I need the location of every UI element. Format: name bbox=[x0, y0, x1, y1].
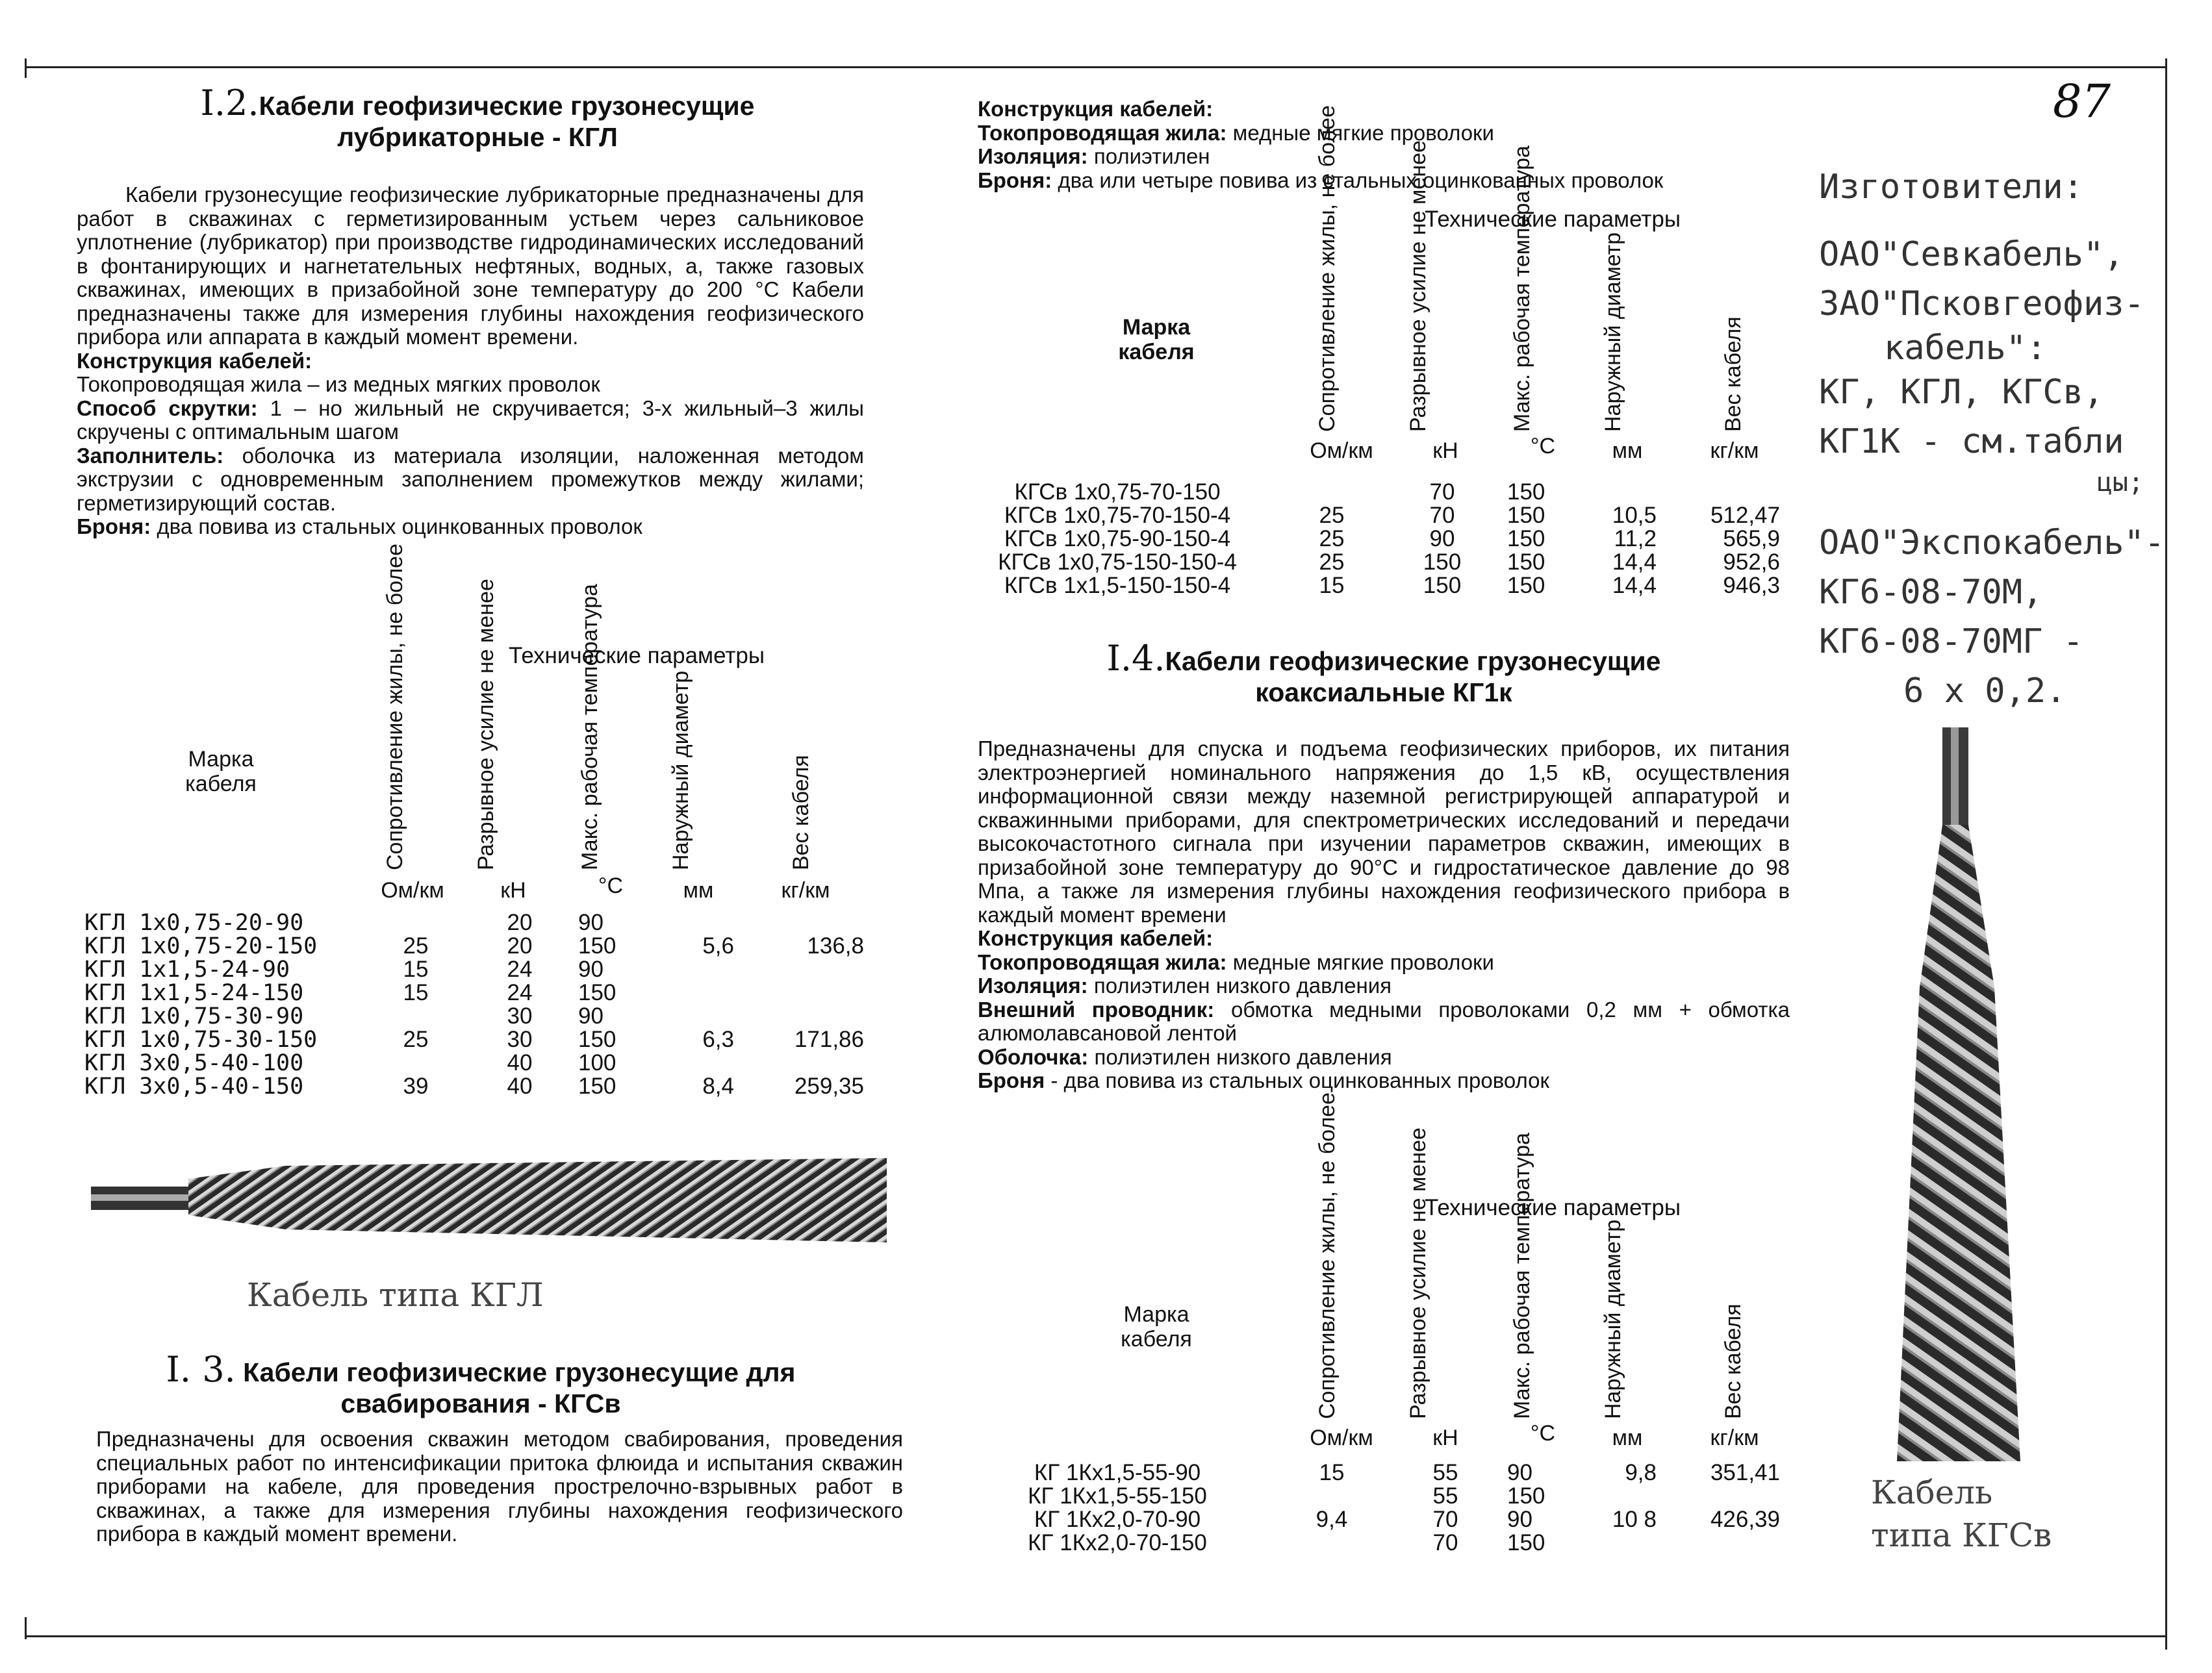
table-cell: 70 bbox=[1432, 1530, 1458, 1555]
table-cell: 136,8 bbox=[807, 933, 864, 959]
table-cell: 150 bbox=[1507, 1530, 1545, 1555]
table-row bbox=[84, 1028, 864, 1051]
table-cell: 100 bbox=[578, 1050, 617, 1076]
table-cell: 150 bbox=[1423, 573, 1462, 598]
table-cell: 150 bbox=[578, 1027, 617, 1052]
table-header-breaking-force: Разрывное усилие не менее bbox=[474, 579, 498, 870]
table-cell-marka: КГЛ 1х0,75-30-90 bbox=[84, 1003, 304, 1029]
twist-label: Способ скрутки: bbox=[77, 396, 258, 420]
unit-diameter: мм bbox=[683, 878, 714, 903]
frame-line-left-bottom bbox=[25, 1617, 27, 1639]
table-cell: 15 bbox=[1319, 1460, 1345, 1485]
conductor-text: медные мягкие проволоки bbox=[1227, 120, 1494, 145]
section-1-3-body bbox=[96, 1428, 903, 1546]
table-cell-marka: КГ 1Кх1,5-55-150 bbox=[1028, 1483, 1207, 1509]
table-cell-marka: КГСв 1х1,5-150-150-4 bbox=[1004, 573, 1231, 598]
manufacturers-note bbox=[1819, 162, 2165, 716]
table-cell: 90 bbox=[1507, 1460, 1532, 1485]
table-cell: 70 bbox=[1432, 1507, 1458, 1532]
sheath-text: полиэтилен низкого давления bbox=[1088, 1044, 1392, 1069]
table-row bbox=[84, 935, 864, 958]
table-header-outer-diameter: Наружный диаметр bbox=[1601, 232, 1625, 432]
table-header-breaking-force: Разрывное усилие не менее bbox=[1406, 1127, 1430, 1419]
table-row bbox=[84, 1075, 864, 1098]
outer-conductor-text: обмотка медными проволоками 0,2 мм + обмотка алюмолавсановой лентой bbox=[978, 997, 1790, 1045]
table-row bbox=[981, 1531, 1793, 1555]
unit-resistance: Ом/км bbox=[1310, 1426, 1373, 1450]
table-cell: 171,86 bbox=[794, 1027, 864, 1052]
table-cell: 150 bbox=[1507, 549, 1545, 575]
unit-force: кН bbox=[1432, 438, 1458, 463]
table-header-weight: Вес кабеля bbox=[1721, 1303, 1746, 1419]
table-cell: 351,41 bbox=[1710, 1460, 1780, 1485]
table-cell: 11,2 bbox=[1614, 526, 1657, 551]
table-cell-marka: КГЛ 3х0,5-40-150 bbox=[84, 1074, 304, 1100]
unit-resistance: Ом/км bbox=[381, 878, 444, 903]
table-cell: 30 bbox=[507, 1027, 533, 1052]
kgl-photo-caption: Кабель типа КГЛ bbox=[247, 1276, 544, 1314]
section-title-line1: Кабели геофизические грузонесущие для bbox=[243, 1357, 796, 1387]
table-row bbox=[84, 911, 864, 935]
section-1-2-body bbox=[77, 183, 864, 539]
section-1-4-body bbox=[978, 737, 1790, 1093]
kgsv-table-body bbox=[981, 481, 1793, 598]
note-line: ОАО"Севкабель", bbox=[1819, 235, 2124, 274]
twist-text: 1 – но жильный не скручивается; 3-х жильный–3 жилы скручены с оптимальным шагом bbox=[77, 396, 864, 444]
table-cell: 14,4 bbox=[1612, 549, 1657, 575]
note-line: кабель": bbox=[1884, 329, 2047, 368]
table-cell-marka: КГ 1Кх2,0-70-150 bbox=[1028, 1530, 1207, 1555]
armor-text: - два повива из стальных оцинкованных проволок bbox=[1045, 1068, 1549, 1092]
unit-temperature: °С bbox=[1530, 434, 1556, 459]
table-cell: 15 bbox=[1319, 573, 1345, 598]
table-header-breaking-force: Разрывное усилие не менее bbox=[1406, 140, 1430, 432]
section-title-line2: коаксиальные КГ1к bbox=[1255, 677, 1512, 707]
armor-label: Броня: bbox=[77, 514, 151, 538]
kgsv-cable-photo bbox=[1884, 727, 2033, 1461]
armor-text: два повива из стальных оцинкованных проволок bbox=[151, 514, 642, 538]
table-cell-marka: КГСв 1х0,75-150-150-4 bbox=[998, 549, 1237, 575]
section-title-line1: Кабели геофизические грузонесущие bbox=[259, 91, 755, 121]
table-cell-marka: КГ 1Кх1,5-55-90 bbox=[1034, 1460, 1201, 1485]
table-cell: 10 8 bbox=[1612, 1507, 1657, 1532]
table-header-outer-diameter: Наружный диаметр bbox=[1601, 1219, 1625, 1419]
table-caption: Технические параметры bbox=[1424, 207, 1681, 232]
table-cell: 14,4 bbox=[1612, 573, 1657, 598]
section-1-2-header bbox=[71, 82, 884, 153]
kgl-cable-photo bbox=[91, 1153, 887, 1250]
note-line: цы; bbox=[2096, 468, 2144, 497]
table-cell: 40 bbox=[507, 1074, 533, 1099]
table-header-weight: Вес кабеля bbox=[1721, 316, 1746, 432]
table-row bbox=[981, 527, 1793, 551]
table-cell: 24 bbox=[507, 957, 533, 982]
insulation-label: Изоляция: bbox=[978, 974, 1088, 998]
unit-resistance: Ом/км bbox=[1310, 438, 1373, 463]
table-cell: 25 bbox=[1319, 549, 1345, 575]
table-cell: 70 bbox=[1429, 479, 1455, 505]
kgl-table-body bbox=[84, 911, 864, 1098]
table-cell-marka: КГСв 1х0,75-70-150-4 bbox=[1004, 503, 1231, 528]
table-header-resistance: Сопротивление жилы, не более bbox=[1315, 1092, 1340, 1419]
unit-force: кН bbox=[500, 878, 526, 903]
table-cell: 90 bbox=[1507, 1507, 1532, 1532]
table-row bbox=[981, 1508, 1793, 1531]
table-cell: 150 bbox=[578, 980, 617, 1005]
table-row bbox=[84, 981, 864, 1005]
unit-weight: кг/км bbox=[781, 878, 830, 903]
table-header-marka: Марка кабеля bbox=[185, 747, 257, 796]
unit-weight: кг/км bbox=[1710, 1426, 1759, 1450]
construction-label: Конструкция кабелей: bbox=[77, 348, 312, 373]
frame-line-right bbox=[2165, 58, 2167, 1650]
section-1-4-header bbox=[994, 638, 1773, 708]
table-header-max-temperature: Макс. рабочая температура bbox=[1510, 1133, 1534, 1419]
unit-weight: кг/км bbox=[1710, 438, 1759, 463]
conductor-label: Токопроводящая жила: bbox=[978, 950, 1227, 974]
section-title-line1: Кабели геофизические грузонесущие bbox=[1165, 646, 1661, 676]
table-cell: 150 bbox=[1507, 573, 1545, 598]
table-row bbox=[981, 1485, 1793, 1508]
table-header-weight: Вес кабеля bbox=[789, 755, 813, 870]
table-caption: Технические параметры bbox=[508, 643, 765, 668]
armor-label: Броня bbox=[978, 1068, 1045, 1092]
unit-diameter: мм bbox=[1612, 1426, 1643, 1450]
table-cell: 20 bbox=[507, 910, 533, 935]
table-cell-marka: КГЛ 1х1,5-24-150 bbox=[84, 980, 304, 1006]
intro-paragraph: Кабели грузонесущие геофизические лубрикаторные предназначены для работ в скважинах с герметизированным устьем через сальниковое уплотнение (лубрикатор) при производстве гидродинамических исследований в фонтанирующих и нагнетательных нефтяных, водных, а, также газовых скважинах, имеющих в призабойной зоне температуру до 200 °С Кабели предназначены также для измерения глубины нахождения геофизического прибора или аппарата в каждый момент времени. bbox=[77, 182, 864, 349]
note-line: Изготовители: bbox=[1819, 168, 2083, 207]
note-line: КГ6-08-70МГ - bbox=[1819, 622, 2083, 661]
table-cell: 90 bbox=[578, 957, 604, 982]
conductor-label: Токопроводящая жила: bbox=[978, 120, 1227, 145]
table-cell-marka: КГЛ 1х0,75-30-150 bbox=[84, 1027, 318, 1053]
table-header-marka: Марка кабеля bbox=[1118, 315, 1195, 364]
table-cell: 70 bbox=[1429, 503, 1455, 528]
kgsv-photo-caption bbox=[1871, 1471, 2052, 1557]
table-cell: 259,35 bbox=[794, 1074, 864, 1099]
table-cell: 90 bbox=[578, 1003, 604, 1029]
table-cell: 55 bbox=[1432, 1460, 1458, 1485]
table-cell: 426,39 bbox=[1710, 1507, 1780, 1532]
conductor-line: Токопроводящая жила – из медных мягких проволок bbox=[77, 372, 600, 396]
outer-conductor-label: Внешний проводник: bbox=[978, 997, 1215, 1022]
note-line: КГ6-08-70М, bbox=[1819, 573, 2043, 612]
kgsv-paragraph: Предназначены для освоения скважин методом свабирования, проведения специальных работ по интенсификации притока флюида и испытания скважин приборами на кабеле, для проведения прострелочно-взрывных работ в скважинах, а также для измерения глубины нахождения геофизического прибора в каждый момент времени. bbox=[96, 1427, 903, 1546]
table-cell: 150 bbox=[1507, 1483, 1545, 1509]
table-cell: 24 bbox=[507, 980, 533, 1005]
table-cell: 5,6 bbox=[702, 933, 734, 959]
kg1k-table-body bbox=[981, 1461, 1793, 1555]
section-number: I.2. bbox=[200, 82, 259, 123]
table-cell-marka: КГЛ 1х0,75-20-90 bbox=[84, 910, 304, 936]
section-number: I.4. bbox=[1106, 638, 1165, 679]
note-line: 6 х 0,2. bbox=[1903, 672, 2066, 711]
frame-line-left bbox=[25, 58, 27, 78]
table-row bbox=[981, 551, 1793, 574]
table-cell: 9,4 bbox=[1316, 1507, 1348, 1532]
armor-label: Броня: bbox=[978, 168, 1052, 192]
table-cell: 40 bbox=[507, 1050, 533, 1076]
table-cell: 946,3 bbox=[1723, 573, 1780, 598]
page-number: 87 bbox=[2053, 75, 2111, 128]
table-cell: 150 bbox=[1507, 479, 1545, 505]
note-line: КГ1К - см.табли bbox=[1819, 422, 2124, 461]
table-cell: 25 bbox=[403, 933, 429, 959]
note-line: КГ, КГЛ, КГСв, bbox=[1819, 373, 2104, 412]
table-cell: 20 bbox=[507, 933, 533, 959]
table-cell: 90 bbox=[1429, 526, 1455, 551]
table-cell: 25 bbox=[1319, 526, 1345, 551]
table-header-outer-diameter: Наружный диаметр bbox=[668, 670, 693, 870]
sheath-label: Оболочка: bbox=[978, 1044, 1089, 1069]
table-row bbox=[981, 481, 1793, 504]
section-title-line2: лубрикаторные - КГЛ bbox=[337, 122, 618, 152]
table-cell-marka: КГЛ 1х0,75-20-150 bbox=[84, 933, 318, 959]
frame-line-top bbox=[26, 66, 2167, 68]
table-row bbox=[84, 1051, 864, 1075]
frame-line-bottom bbox=[26, 1635, 2167, 1637]
filler-text: оболочка из материала изоляции, наложенная методом экструзии с одновременным заполнением промежутков между жилами; герметизирующий состав. bbox=[77, 443, 864, 515]
unit-diameter: мм bbox=[1612, 438, 1643, 463]
construction-label: Конструкция кабелей: bbox=[978, 926, 1214, 950]
armor-text: два или четыре повива из стальных оцинкованных проволок bbox=[1052, 168, 1664, 192]
table-header-resistance: Сопротивление жилы, не более bbox=[1315, 105, 1340, 432]
table-cell: 150 bbox=[578, 1074, 617, 1099]
table-row bbox=[981, 504, 1793, 527]
table-cell: 30 bbox=[507, 1003, 533, 1029]
table-header-max-temperature: Макс. рабочая температура bbox=[1510, 145, 1534, 432]
section-1-3-header bbox=[91, 1349, 871, 1419]
section-title-line2: свабирования - КГСв bbox=[340, 1389, 621, 1418]
table-cell: 25 bbox=[1319, 503, 1345, 528]
unit-temperature: °С bbox=[598, 874, 624, 898]
table-cell-marka: КГЛ 1х1,5-24-90 bbox=[84, 957, 290, 983]
caption-line: Кабель bbox=[1871, 1474, 1993, 1511]
table-cell: 25 bbox=[403, 1027, 429, 1052]
table-cell-marka: КГЛ 3х0,5-40-100 bbox=[84, 1050, 304, 1076]
conductor-text: медные мягкие проволоки bbox=[1227, 950, 1494, 974]
unit-temperature: °С bbox=[1530, 1421, 1556, 1446]
table-cell: 150 bbox=[1507, 526, 1545, 551]
table-header-max-temperature: Макс. рабочая температура bbox=[578, 584, 602, 870]
insulation-text: полиэтилен низкого давления bbox=[1087, 974, 1392, 998]
table-cell: 150 bbox=[1507, 503, 1545, 528]
table-cell: 39 bbox=[403, 1074, 429, 1099]
table-cell: 512,47 bbox=[1710, 503, 1780, 528]
table-cell: 90 bbox=[578, 910, 604, 935]
table-row bbox=[84, 1005, 864, 1028]
table-cell: 10,5 bbox=[1612, 503, 1657, 528]
note-line: ЗАО"Псковгеофиз- bbox=[1819, 284, 2144, 323]
table-cell: 565,9 bbox=[1723, 526, 1780, 551]
table-row bbox=[981, 574, 1793, 598]
table-caption: Технические параметры bbox=[1424, 1195, 1681, 1220]
table-cell: 15 bbox=[403, 957, 429, 982]
table-row bbox=[84, 958, 864, 981]
table-cell: 6,3 bbox=[702, 1027, 734, 1052]
table-cell-marka: КГСв 1х0,75-90-150-4 bbox=[1004, 526, 1231, 551]
insulation-text: полиэтилен bbox=[1087, 144, 1210, 168]
table-cell: 9,8 bbox=[1625, 1460, 1657, 1485]
table-cell-marka: КГСв 1х0,75-70-150 bbox=[1014, 479, 1221, 505]
section-number: I. 3. bbox=[166, 1349, 236, 1390]
kgsv-construction bbox=[978, 97, 1803, 192]
table-cell: 150 bbox=[578, 933, 617, 959]
unit-force: кН bbox=[1432, 1426, 1458, 1450]
table-header-resistance: Сопротивление жилы, не более bbox=[383, 544, 407, 870]
insulation-label: Изоляция: bbox=[978, 144, 1088, 168]
note-line: ОАО"Экспокабель"- bbox=[1819, 523, 2165, 562]
table-cell: 55 bbox=[1432, 1483, 1458, 1509]
table-cell: 952,6 bbox=[1723, 549, 1780, 575]
table-cell-marka: КГ 1Кх2,0-70-90 bbox=[1034, 1507, 1201, 1532]
kg1k-paragraph: Предназначены для спуска и подъема геофизических приборов, их питания электроэнергией номинального напряжения до 1,5 кВ, осуществления информационной связи между наземной регистрирующей аппаратурой и скважинными приборами, для спектрометрических исследований и передачи высокочастотного сигнала при изучении параметров скважин, имеющих в призабойной зоне температуру до 90°С и гидростатическое давление до 98 Мпа, а также ля измерения глубины нахождения геофизического прибора в каждый момент времени bbox=[978, 736, 1790, 927]
table-cell: 15 bbox=[403, 980, 429, 1005]
filler-label: Заполнитель: bbox=[77, 443, 224, 468]
table-row bbox=[981, 1461, 1793, 1485]
table-cell: 150 bbox=[1423, 549, 1462, 575]
table-cell: 8,4 bbox=[702, 1074, 734, 1099]
construction-label: Конструкция кабелей: bbox=[978, 97, 1214, 121]
caption-line: типа КГСв bbox=[1871, 1516, 2052, 1554]
table-header-marka: Марка кабеля bbox=[1121, 1302, 1192, 1352]
